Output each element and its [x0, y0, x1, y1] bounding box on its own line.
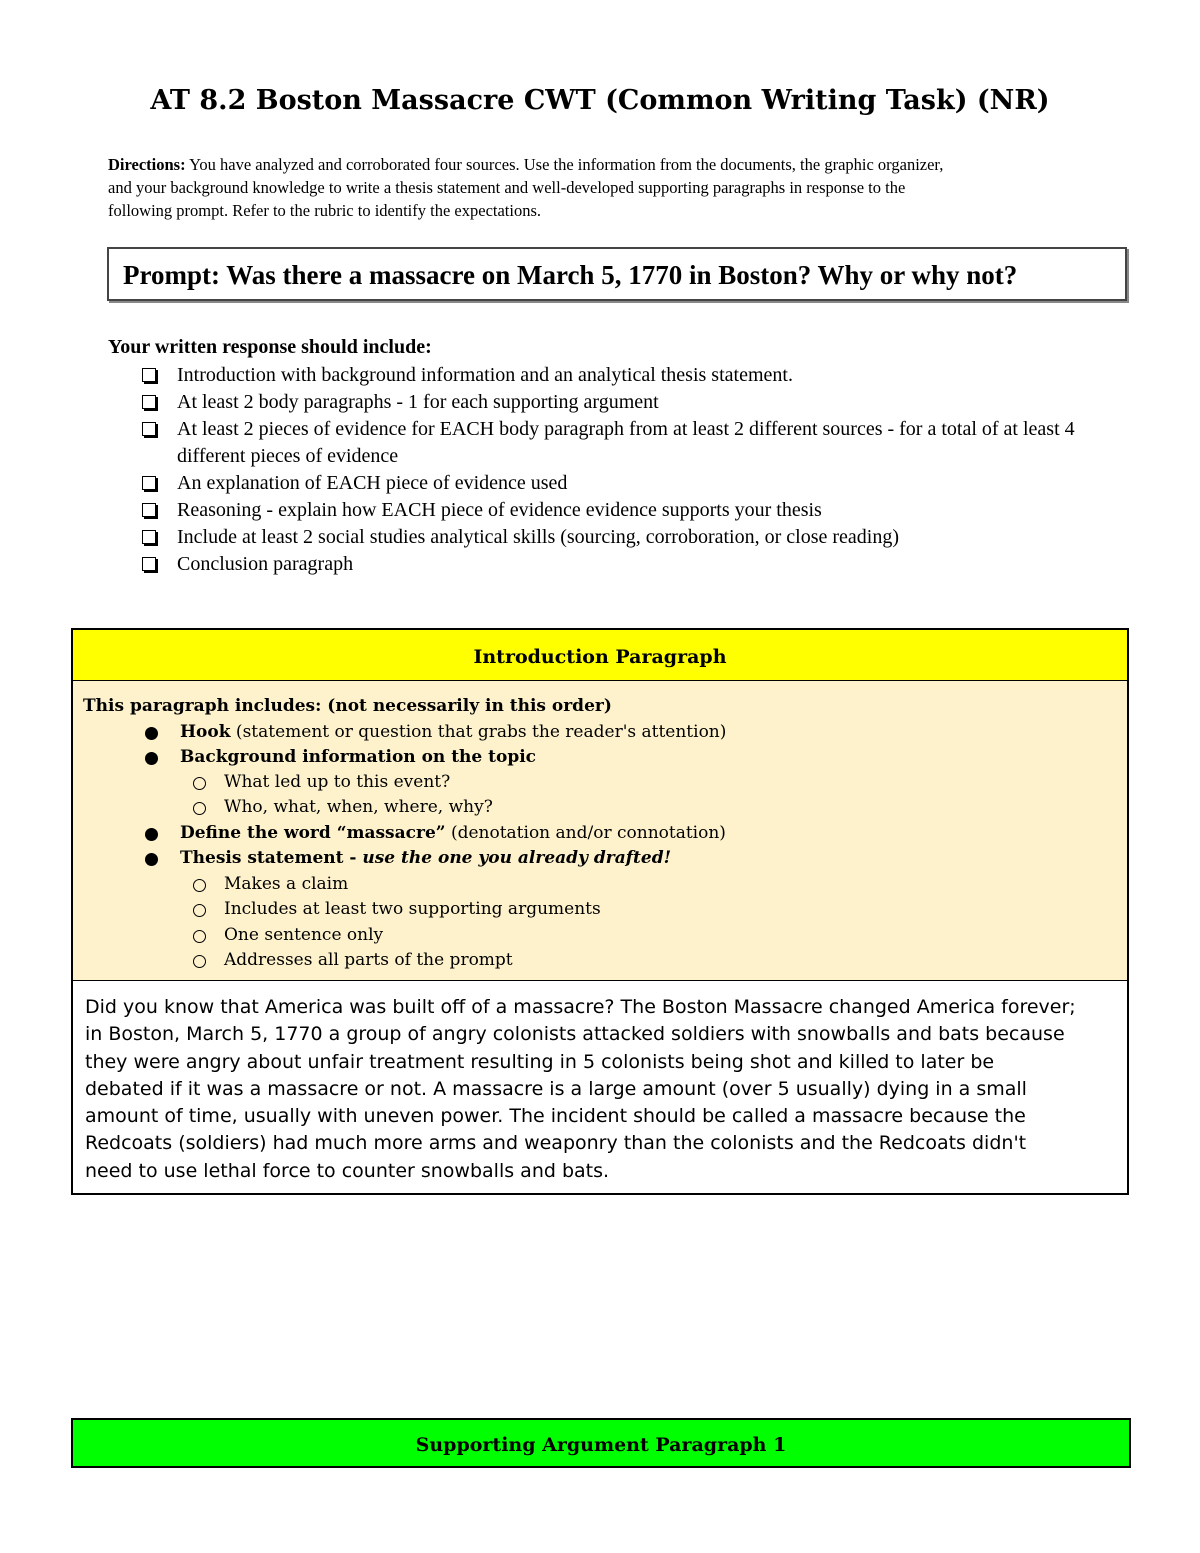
checkbox-icon	[142, 530, 156, 544]
thesis-sub-1: Makes a claim	[224, 874, 349, 894]
checklist-item-text: An explanation of EACH piece of evidence used	[177, 472, 568, 494]
directions-line-1: You have analyzed and corroborated four sources. Use the information from the documents, the graphic organizer,	[189, 155, 944, 174]
circle-bullet-icon	[193, 955, 206, 968]
directions-line-3: following prompt. Refer to the rubric to identify the expectations.	[108, 201, 542, 220]
checklist-item	[140, 524, 1130, 551]
thesis-sub-4: Addresses all parts of the prompt	[224, 950, 513, 970]
includes-label: This paragraph includes: (not necessarily in this order)	[83, 696, 612, 716]
background-sub-2: Who, what, when, where, why?	[224, 797, 493, 817]
response-heading: Your written response should include:	[108, 336, 432, 358]
checklist-item	[140, 389, 1130, 416]
background-item: Background information on the topic	[180, 747, 537, 767]
checkbox-icon	[142, 557, 156, 571]
hook-label: Hook	[180, 722, 231, 742]
introduction-response[interactable]	[85, 994, 1115, 1185]
checklist-item	[140, 497, 1130, 524]
circle-bullet-icon	[193, 930, 206, 943]
checklist-item	[140, 362, 1130, 389]
circle-bullet-icon	[193, 777, 206, 790]
hook-item	[180, 720, 726, 744]
response-line: Redcoats (soldiers) had much more arms and weaponry than the colonists and the Redcoats didn't	[85, 1132, 1027, 1155]
supporting-argument-header: Supporting Argument Paragraph 1	[71, 1418, 1131, 1468]
thesis-label: Thesis statement -	[180, 848, 363, 868]
response-line: in Boston, March 5, 1770 a group of angry colonists attacked soldiers with snowballs and bats because	[85, 1023, 1065, 1046]
thesis-item	[180, 846, 671, 870]
checklist-item-text: Include at least 2 social studies analytical skills (sourcing, corroboration, or close reading)	[177, 526, 900, 548]
checkbox-icon	[142, 476, 156, 490]
checklist-item	[140, 551, 1130, 578]
circle-bullet-icon	[193, 879, 206, 892]
directions-line-2: and your background knowledge to write a thesis statement and well-developed supporting paragraphs in response to the	[108, 178, 906, 197]
directions	[108, 153, 1118, 222]
prompt-text: Prompt: Was there a massacre on March 5, 1770 in Boston? Why or why not?	[123, 260, 1018, 290]
checklist-item-text: At least 2 pieces of evidence for EACH body paragraph from at least 2 different sources - for a total of at least 4 different pieces of evidence	[177, 418, 1075, 467]
introduction-table	[71, 628, 1129, 1195]
response-line: debated if it was a massacre or not. A massacre is a large amount (over 5 usually) dying in a small	[85, 1077, 1027, 1100]
introduction-header: Introduction Paragraph	[73, 630, 1127, 681]
response-line: Did you know that America was built off of a massacre? The Boston Massacre changed America forever;	[85, 996, 1076, 1018]
prompt-box	[107, 247, 1127, 301]
bullet-icon	[145, 752, 158, 765]
requirements-checklist	[140, 362, 1130, 578]
checklist-item-text: At least 2 body paragraphs - 1 for each supporting argument	[177, 391, 659, 413]
checkbox-icon	[142, 422, 156, 436]
introduction-guidelines	[73, 681, 1127, 981]
response-line: they were angry about unfair treatment resulting in 5 colonists being shot and killed to later be	[85, 1050, 995, 1073]
checklist-item-text: Conclusion paragraph	[177, 553, 354, 575]
define-label: Define the word “massacre”	[180, 823, 446, 843]
checkbox-icon	[142, 395, 156, 409]
checkbox-icon	[142, 368, 156, 382]
bullet-icon	[145, 828, 158, 841]
checklist-item	[140, 470, 1130, 497]
checklist-item-text: Reasoning - explain how EACH piece of evidence evidence supports your thesis	[177, 499, 822, 521]
hook-desc: (statement or question that grabs the reader's attention)	[230, 722, 727, 742]
thesis-sub-2: Includes at least two supporting arguments	[224, 899, 601, 919]
checklist-item-text: Introduction with background information and an analytical thesis statement.	[177, 364, 793, 386]
bullet-icon	[145, 853, 158, 866]
thesis-note: use the one you already drafted!	[362, 848, 672, 868]
bullet-icon	[145, 727, 158, 740]
directions-label: Directions:	[108, 155, 186, 174]
circle-bullet-icon	[193, 904, 206, 917]
response-line: need to use lethal force to counter snowballs and bats.	[85, 1159, 610, 1182]
thesis-sub-3: One sentence only	[224, 925, 384, 945]
checklist-item	[140, 416, 1130, 470]
define-desc: (denotation and/or connotation)	[445, 823, 726, 843]
checkbox-icon	[142, 503, 156, 517]
define-item	[180, 821, 726, 845]
page-title: AT 8.2 Boston Massacre CWT (Common Writing Task) (NR)	[150, 85, 1050, 116]
response-line: amount of time, usually with uneven power. The incident should be called a massacre because the	[85, 1105, 1026, 1128]
background-sub-1: What led up to this event?	[224, 772, 451, 792]
circle-bullet-icon	[193, 802, 206, 815]
